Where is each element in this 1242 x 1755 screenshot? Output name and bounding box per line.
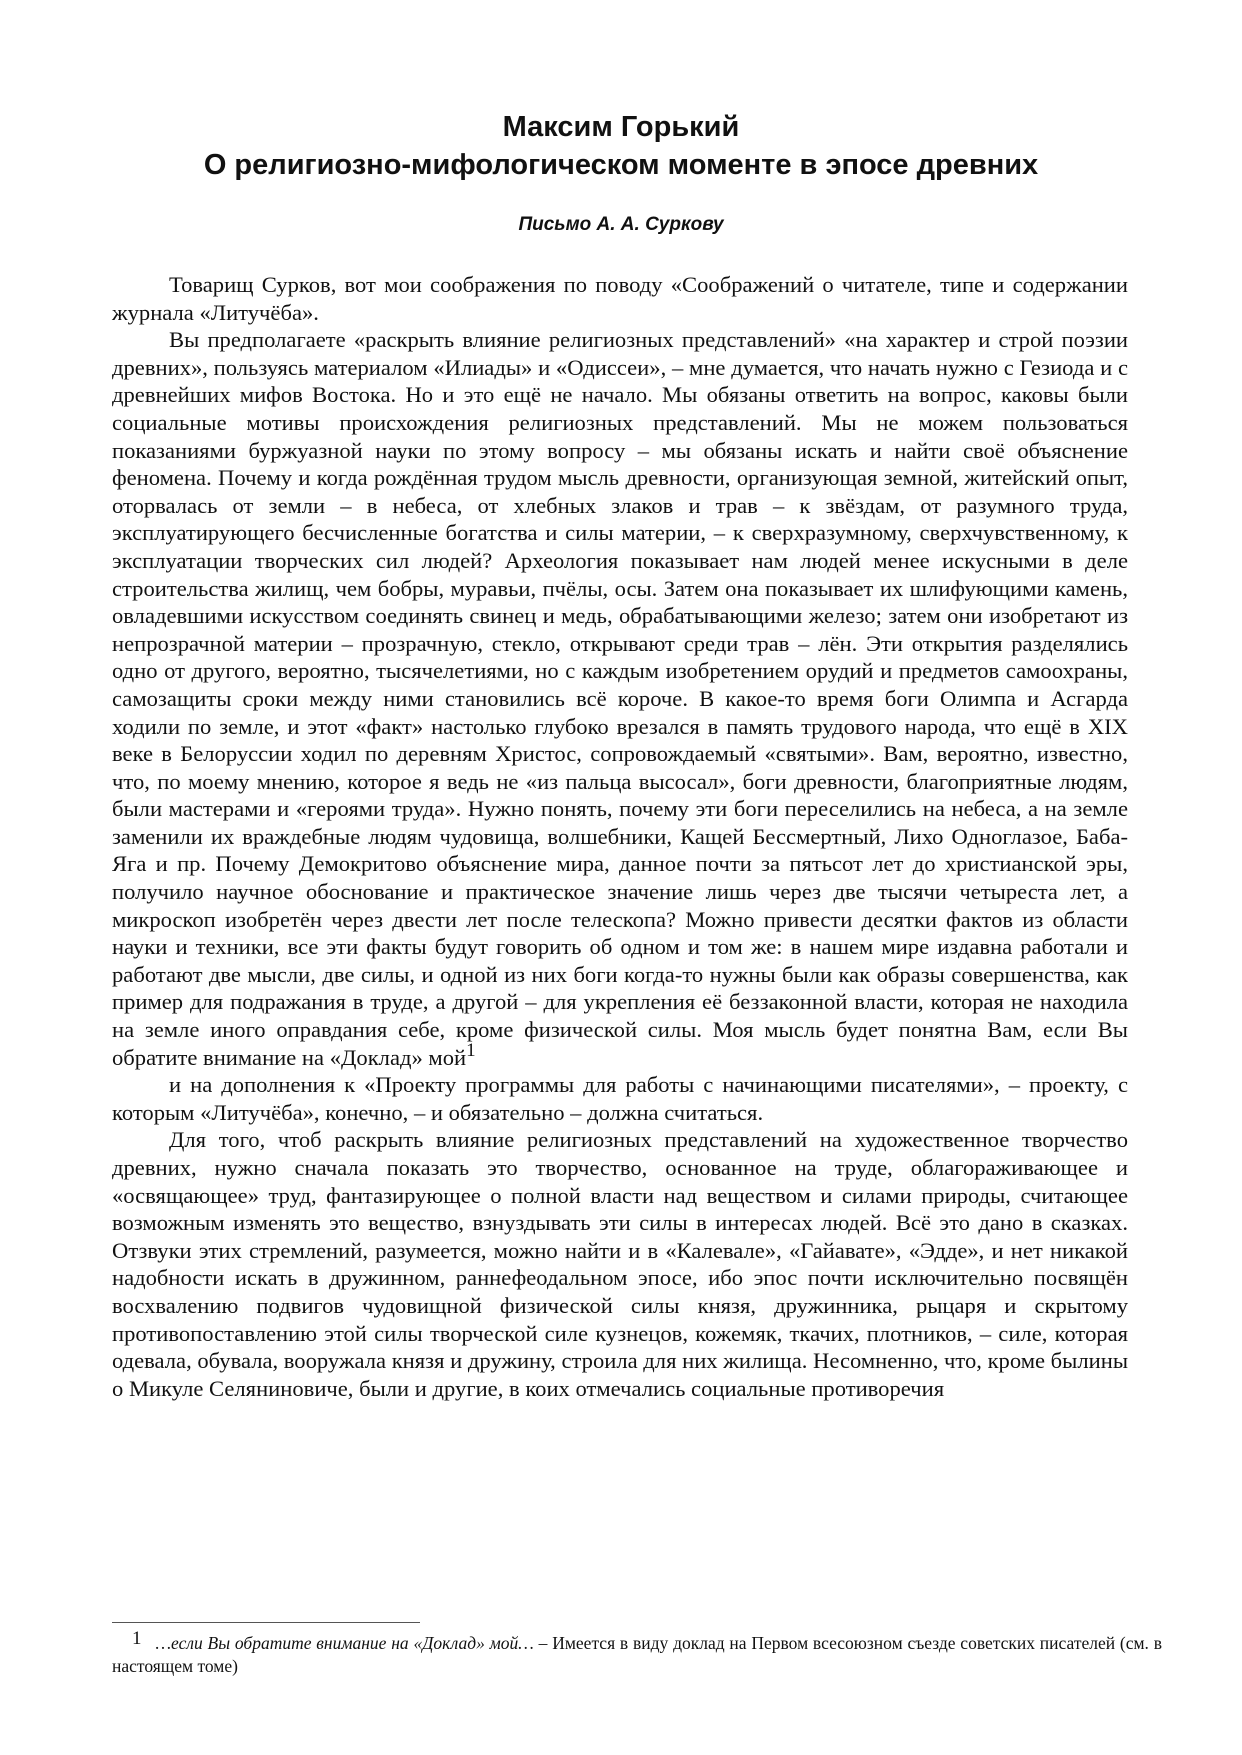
document-title <box>100 108 1142 184</box>
work-title: О религиозно-мифологическом моменте в эпосе древних <box>203 149 1039 181</box>
paragraph: Для того, чтоб раскрыть влияние религиозных представлений на художественное творчество древних, нужно сначала показать это творчество, основанное на труде, облагораживающее и «освящающее» труд, фантазирующее о полной власти над веществом и силами природы, считающее возможным изменять это вещество, взнуздывать эти силы в интересах людей. Всё это дано в сказках. Отзвуки этих стремлений, разумеется, можно найти и в «Калевале», «Гайавате», «Эдде», и нет никакой надобности искать в дружинном, раннефеодальном эпосе, ибо эпос почти исключительно посвящён восхвалению подвигов чудовищной физической силы князя, дружинника, рыцаря и скрытому противопоставлению этой силы творческой силе кузнецов, кожемяк, ткачих, плотников, – силе, которая одевала, обувала, вооружала князя и дружину, строила для них жилища. Несомненно, что, кроме былины о Микуле Селяниновиче, были и другие, в коих отмечались социальные противоречия <box>112 1127 1128 1401</box>
body-text <box>112 271 1128 1402</box>
document-subtitle: Письмо А. А. Суркову <box>518 214 724 235</box>
footnote-number: 1 <box>132 1628 142 1649</box>
paragraph <box>112 326 1128 1071</box>
footnote-quote: …если Вы обратите внимание на «Доклад» мой… <box>155 1633 534 1653</box>
paragraph-text: Вы предполагаете «раскрыть влияние религиозных представлений» «на характер и строй поэзии древних», пользуясь материалом «Илиады» и «Одиссеи», – мне думается, что начать нужно с Гезиода и с древнейших мифов Востока. Но и это ещё не начало. Мы обязаны ответить на вопрос, каковы были социальные мотивы происхождения религиозных представлений. Мы не можем пользоваться показаниями буржуазной науки по этому вопросу – мы обязаны искать и найти своё объяснение феномена. Почему и когда рождённая трудом мысль древности, организующая земной, житейский опыт, оторвалась от земли – в небеса, от хлебных злаков и трав – к звёздам, от разумного труда, эксплуатирующего бесчисленные богатства и силы материи, – к сверхразумному, сверхчувственному, к эксплуатации творческих сил людей? Археология показывает нам людей менее искусными в деле строительства жилищ, чем бобры, муравьи, пчёлы, осы. Затем она показывает их шлифующими камень, овладевшими искусством соединять свинец и медь, обрабатывающими железо; затем они изобретают из непрозрачной материи – прозрачную, стекло, открывают среди трав – лён. Эти открытия разделялись одно от другого, вероятно, тысячелетиями, но с каждым изобретением орудий и предметов самоохраны, самозащиты сроки между ними становились всё короче. В какое-то время боги Олимпа и Асгарда ходили по земле, и этот «факт» настолько глубоко врезался в память трудового народа, что ещё в XIX веке в Белоруссии ходил по деревням Христос, сопровождаемый «святыми». Вам, вероятно, известно, что, по моему мнению, которое я ведь не «из пальца высосал», боги древности, благоприятные людям, были мастерами и «героями труда». Нужно понять, почему эти боги переселились на небеса, а на земле заменили их враждебные людям чудовища, волшебники, Кащей Бессмертный, Лихо Одноглазое, Баба-Яга и пр. Почему Демокритово объяснение мира, данное почти за пятьсот лет до христианской эры, получило научное обоснование и практическое значение лишь через две тысячи четыреста лет, а микроскоп изобретён через двести лет после телескопа? Можно привести десятки фактов из области науки и техники, все эти факты будут говорить об одном и том же: в нашем мире издавна работали и работают две мысли, две силы, и одной из них боги когда-то нужны были как образы совершенства, как пример для подражания в труде, а другой – для укрепления её беззаконной власти, которая не находила на земле иного оправдания себе, кроме физической силы. Моя мысль будет понятна Вам, если Вы обратите внимание на «Доклад» мой <box>112 327 1128 1070</box>
author-name: Максим Горький <box>502 111 740 143</box>
paragraph: и на дополнения к «Проекту программы для работы с начинающими писателями», – проекту, с которым «Литучёба», конечно, – и обязательно – должна считаться. <box>112 1072 1128 1125</box>
paragraph: Товарищ Сурков, вот мои соображения по поводу «Соображений о читателе, типе и содержании журнала «Литучёба». <box>112 272 1128 325</box>
footnote-text: – Имеется в виду доклад на Первом всесоюзном съезде советских писателей (см. в настоящем томе) <box>112 1633 1162 1676</box>
footnote-divider <box>112 1622 420 1623</box>
footnote <box>112 1628 1162 1678</box>
footnote-reference[interactable]: 1 <box>466 1039 476 1061</box>
